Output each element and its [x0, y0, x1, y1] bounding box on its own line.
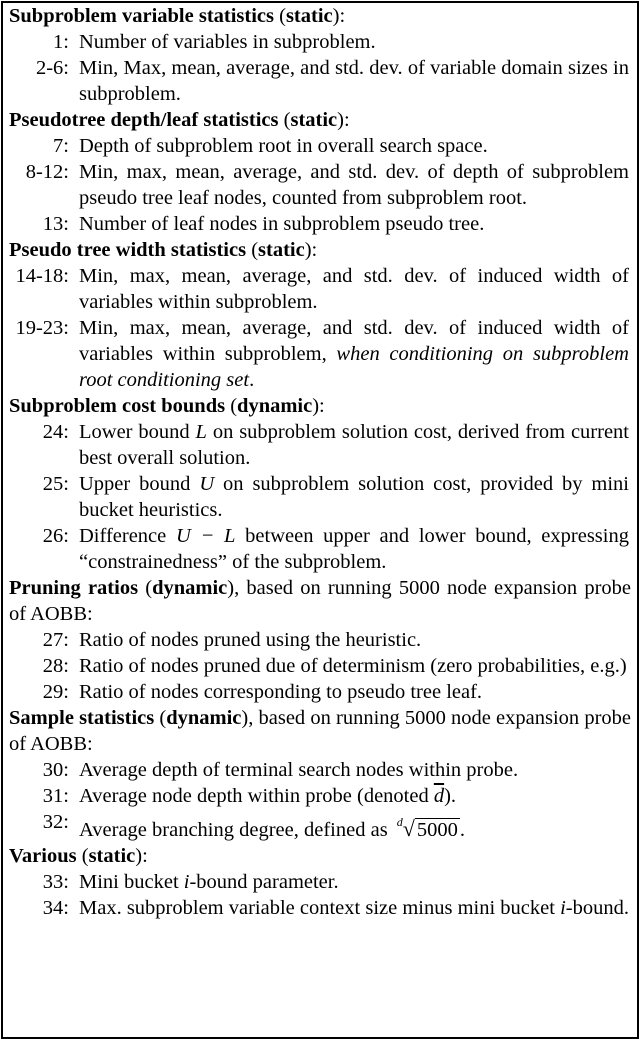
list-item: 25: Upper bound U on subproblem solution cost, provided by mini bucket heuristics. [42, 473, 629, 521]
list-item: 7: Depth of subproblem root in overall search space. [53, 135, 488, 157]
section-various [3, 843, 637, 921]
section-subproblem-variable-statistics [3, 3, 637, 107]
list-item: 1: Number of variables in subproblem. [53, 31, 376, 53]
list-item: 29: Ratio of nodes corresponding to pseudo tree leaf. [42, 681, 483, 703]
list-item: 13: Number of leaf nodes in subproblem pseudo tree. [42, 213, 485, 235]
list-item: 31: Average node depth within probe (denoted $\overline{d}$). [42, 785, 457, 807]
list-item: 2-6: Min, Max, mean, average, and std. dev. of variable domain sizes in subproblem. [35, 57, 629, 105]
section-header: Pseudotree depth/leaf statistics (static): [9, 109, 350, 131]
list-item: 28: Ratio of nodes pruned due of determinism (zero probabilities, e.g.) [42, 655, 627, 677]
section-sample-statistics [3, 705, 637, 843]
list-item: 34: Max. subproblem variable context size minus mini bucket i-bound. [42, 897, 629, 919]
list-item: 26: Difference U − L between upper and lower bound, expressing “constrainedness” of the subproblem. [42, 525, 629, 573]
section-header: Subproblem cost bounds (dynamic): [9, 395, 325, 417]
section-pseudo-tree-width-statistics [3, 237, 637, 393]
section-header: Pseudo tree width statistics (static): [9, 239, 318, 261]
list-item: 27: Ratio of nodes pruned using the heuristic. [42, 629, 422, 651]
section-header: Sample statistics (dynamic), based on running 5000 node expansion probe of AOBB: [9, 707, 632, 755]
nth-root-formula: $^d$√5000 [396, 815, 458, 841]
list-item: 33: Mini bucket i-bound parameter. [42, 871, 339, 893]
section-header: Pruning ratios (dynamic), based on running 5000 node expansion probe of AOBB: [9, 577, 632, 625]
d-bar-symbol: $\overline{d}$ [433, 785, 445, 807]
list-item: 14-18: Min, max, mean, average, and std. dev. of induced width of variables within subproblem. [15, 265, 629, 313]
section-pruning-ratios [3, 575, 637, 705]
section-header: Various (static): [9, 845, 148, 867]
section-pseudotree-depth-leaf-statistics [3, 107, 637, 237]
list-item: 8-12: Min, max, mean, average, and std. dev. of depth of subproblem pseudo tree leaf nodes, counted from subproblem root. [25, 161, 629, 209]
section-subproblem-cost-bounds [3, 393, 637, 575]
list-item: 19-23: Min, max, mean, average, and std. dev. of induced width of variables within subproblem, when conditioning on subproblem root conditioning set. [15, 317, 629, 391]
list-item: 30: Average depth of terminal search nodes within probe. [42, 759, 519, 781]
list-item: 32: Average branching degree, defined as $^d$√5000. [42, 811, 465, 841]
feature-table [1, 1, 639, 1039]
section-header: Subproblem variable statistics (static): [9, 5, 346, 27]
list-item: 24: Lower bound L on subproblem solution cost, derived from current best overall solution. [42, 421, 629, 469]
